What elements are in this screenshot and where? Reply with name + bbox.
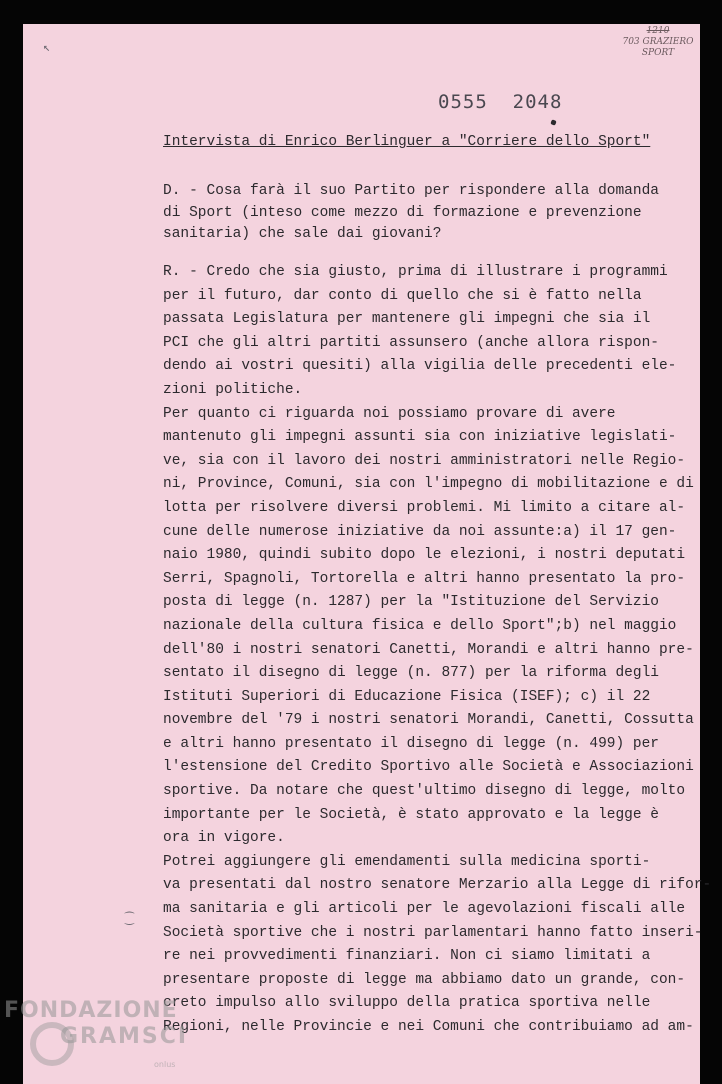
answer-line: naio 1980, quindi subito dopo le elezioni, i nostri deputati: [163, 547, 686, 564]
corner-pen-mark: ↖: [43, 41, 51, 55]
answer-line: ora in vigore.: [163, 830, 285, 847]
answer-line: Regioni, nelle Provincie e nei Comuni che contribuiamo ad am-: [163, 1019, 694, 1035]
answer-line: zioni politiche.: [163, 381, 303, 398]
archive-note-number: 1210: [646, 26, 670, 36]
answer-text: [163, 261, 712, 1040]
answer-line: presentare proposte di legge ma abbiamo dato un grande, con-: [163, 971, 686, 988]
answer-line: PCI che gli altri partiti assunsero (anche allora rispon-: [163, 334, 659, 351]
answer-line: re nei provvedimenti finanziari. Non ci siamo limitati a: [163, 948, 651, 965]
answer-line: va presentati dal nostro senatore Merzario alla Legge di rifor-: [163, 877, 712, 894]
answer-line: Potrei aggiungere gli emendamenti sulla medicina sporti-: [163, 853, 651, 870]
archive-note-line1: 703 GRAZIERO: [622, 37, 694, 47]
fondazione-gramsci-watermark: [4, 998, 204, 1069]
answer-line: Per quanto ci riguarda noi possiamo provare di avere: [163, 405, 616, 422]
document-title: Intervista di Enrico Berlinguer a "Corriere dello Sport": [163, 134, 651, 150]
margin-pen-mark: ⁐: [125, 914, 134, 926]
watermark-logo-icon: [30, 1022, 74, 1066]
answer-line: dell'80 i nostri senatori Canetti, Morandi e altri hanno pre-: [163, 641, 694, 658]
answer-line: posta di legge (n. 1287) per la "Istituzione del Servizio: [163, 594, 659, 611]
answer-line: l'estensione del Credito Sportivo alle Società e Associazioni: [163, 759, 694, 776]
answer-line: sentato il disegno di legge (n. 877) per la riforma degli: [163, 665, 659, 682]
answer-line: creto impulso allo sviluppo della pratica sportiva nelle: [163, 995, 651, 1012]
answer-line: importante per le Società, è stato approvato e la legge è: [163, 806, 659, 823]
archive-note-line2: SPORT: [641, 48, 675, 58]
watermark-line1: FONDAZIONE: [4, 998, 178, 1023]
answer-line: sportive. Da notare che quest'ultimo disegno di legge, molto: [163, 783, 686, 800]
answer-line: per il futuro, dar conto di quello che si è fatto nella: [163, 287, 642, 304]
watermark-line2: GRAMSCI: [60, 1024, 189, 1049]
pen-mark: [550, 119, 556, 125]
answer-line: Serri, Spagnoli, Tortorella e altri hanno presentato la pro-: [163, 570, 686, 587]
question-line: di Sport (inteso come mezzo di formazione e prevenzione: [163, 204, 642, 221]
answer-line: e altri hanno presentato il disegno di legge (n. 499) per: [163, 735, 659, 752]
answer-line: ve, sia con il lavoro dei nostri amministratori nelle Regio-: [163, 452, 686, 469]
answer-line: dendo ai vostri quesiti) alla vigilia delle precedenti ele-: [163, 358, 677, 375]
question-line: D. - Cosa farà il suo Partito per rispondere alla domanda: [163, 183, 659, 199]
answer-line: passata Legislatura per mantenere gli impegni che sia il: [163, 311, 651, 328]
answer-line: R. - Credo che sia giusto, prima di illustrare i programmi: [163, 264, 668, 280]
archive-handwritten-note: [618, 26, 698, 59]
answer-line: lotta per risolvere diversi problemi. Mi limito a citare al-: [163, 499, 686, 516]
archive-reference-number: 0555 2048: [438, 91, 563, 113]
answer-line: nazionale della cultura fisica e dello Sport";b) nel maggio: [163, 617, 677, 634]
question-line: sanitaria) che sale dai giovani?: [163, 226, 442, 242]
answer-line: mantenuto gli impegni assunti sia con iniziative legislati-: [163, 429, 677, 446]
answer-line: novembre del '79 i nostri senatori Morandi, Canetti, Cossutta: [163, 712, 694, 729]
answer-line: Società sportive che i nostri parlamentari hanno fatto inseri-: [163, 924, 703, 941]
answer-line: ni, Province, Comuni, sia con l'impegno di mobilitazione e di: [163, 476, 694, 493]
document-page: [23, 24, 712, 1084]
answer-line: ma sanitaria e gli articoli per le agevolazioni fiscali alle: [163, 901, 686, 918]
answer-line: cune delle numerose iniziative da noi assunte:a) il 17 gen-: [163, 523, 677, 540]
answer-line: Istituti Superiori di Educazione Fisica (ISEF); c) il 22: [163, 688, 651, 705]
question-paragraph: [163, 181, 663, 246]
watermark-line3: onlus: [154, 1060, 176, 1069]
